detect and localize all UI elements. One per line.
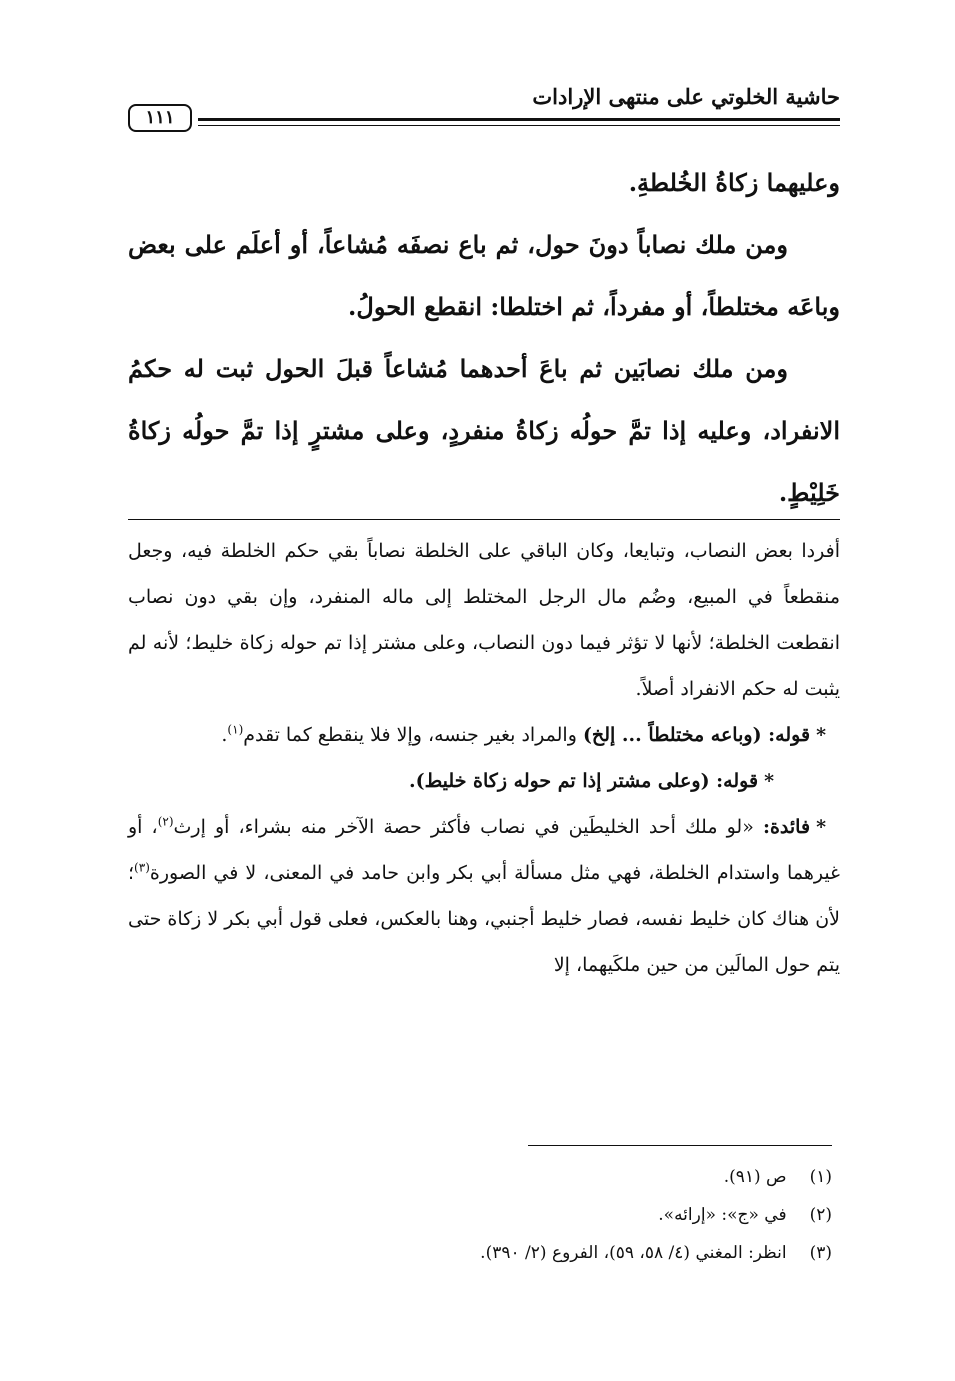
commentary-text-span: . [221, 724, 228, 746]
page-number: ١١١ [128, 104, 192, 132]
footnote-number: (٢) [809, 1205, 832, 1225]
main-text [128, 152, 840, 524]
footnote-text: ص (٩١). [723, 1167, 787, 1187]
commentary-paragraph-2 [128, 712, 840, 758]
main-paragraph-3: ومن ملك نصابَين ثم باعَ أحدهما مُشاعاً قبلَ الحول ثبت له حكمُ الانفراد، وعليه إذا تمَّ حولُه زكاةُ منفردٍ، وعلى مشترٍ إذا تمَّ حولُه زكاةُ خَلِيْطٍ. [128, 354, 840, 507]
page-header [128, 76, 840, 132]
asterisk-marker: * [764, 770, 774, 792]
footnote-number: (١) [809, 1167, 832, 1187]
footnote-ref[interactable]: (٢) [157, 814, 174, 829]
commentary-text-span: ؛ لأن هناك كان خليط نفسه، فصار خليط أجنبي، وهنا بالعكس، فعلى قول أبي بكر لا زكاة حتى يتم حول المالَين من حين ملكَيهما، إلا [128, 862, 840, 976]
footnote-ref[interactable]: (١) [227, 722, 244, 737]
running-title: حاشية الخلوتي على منتهى الإرادات [532, 84, 840, 109]
commentary-text [128, 528, 840, 988]
footnote-ref[interactable]: (٣) [134, 860, 150, 875]
footnote-text: انظر: المغني (٤/ ٥٨، ٥٩)، الفروع (٢/ ٣٩٠). [480, 1243, 787, 1263]
benefit-label: فائدة: [762, 816, 811, 838]
footnote-1 [128, 1158, 832, 1196]
header-rule [198, 118, 840, 124]
commentary-paragraph-4 [128, 804, 840, 988]
quote-lead: قوله: (وباعه مختلطاً ... إلخ) [582, 724, 811, 746]
asterisk-marker: * [816, 724, 826, 746]
footnote-3 [128, 1234, 832, 1272]
commentary-text-span: «لو ملك أحد الخليطَين في نصاب فأكثر حصة الآخر منه بشراء، أو إرث [173, 816, 763, 838]
commentary-paragraph-1: أفردا بعض النصاب، وتبايعا، وكان الباقي على الخلطة نصاباً بقي حكم الخلطة فيه، وجعل منقطعاً في المبيع، وضُم مال الرجل المختلط إلى ماله المنفرد، وإن بقي دون نصاب انقطعت الخلطة؛ لأنها لا تؤثر فيما دون النصاب، وعلى مشتر إذا تم حوله زكاة خليط؛ لأنه لم يثبت له حكم الانفراد أصلاً. [128, 540, 840, 700]
footnote-2 [128, 1196, 832, 1234]
footnote-text: في «ج»: «إرائه». [658, 1205, 787, 1225]
footnote-number: (٣) [809, 1243, 832, 1263]
main-text-divider [128, 519, 840, 520]
commentary-text-span: ، أو غيرهما واستدام الخلطة، فهي مثل مسألة أبي بكر وابن حامد في المعنى، لا في الصورة [128, 816, 840, 884]
footnote-divider [528, 1145, 832, 1146]
quote-lead: قوله: (وعلى مشتر إذا تم حوله زكاة خليط). [409, 770, 759, 792]
main-paragraph-2: ومن ملك نصاباً دونَ حول، ثم باع نصفَه مُشاعاً، أو أعلَم على بعض وباعَه مختلطاً، أو مفرداً، ثم اختلطا: انقطع الحولُ. [128, 230, 840, 321]
commentary-paragraph-3 [128, 758, 840, 804]
commentary-text-span: والمراد بغير جنسه، وإلا فلا ينقطع كما تقدم [243, 724, 583, 746]
footnotes [128, 1158, 832, 1272]
main-paragraph-1: وعليهما زكاةُ الخُلطةِ. [628, 168, 840, 197]
asterisk-marker: * [816, 816, 826, 838]
